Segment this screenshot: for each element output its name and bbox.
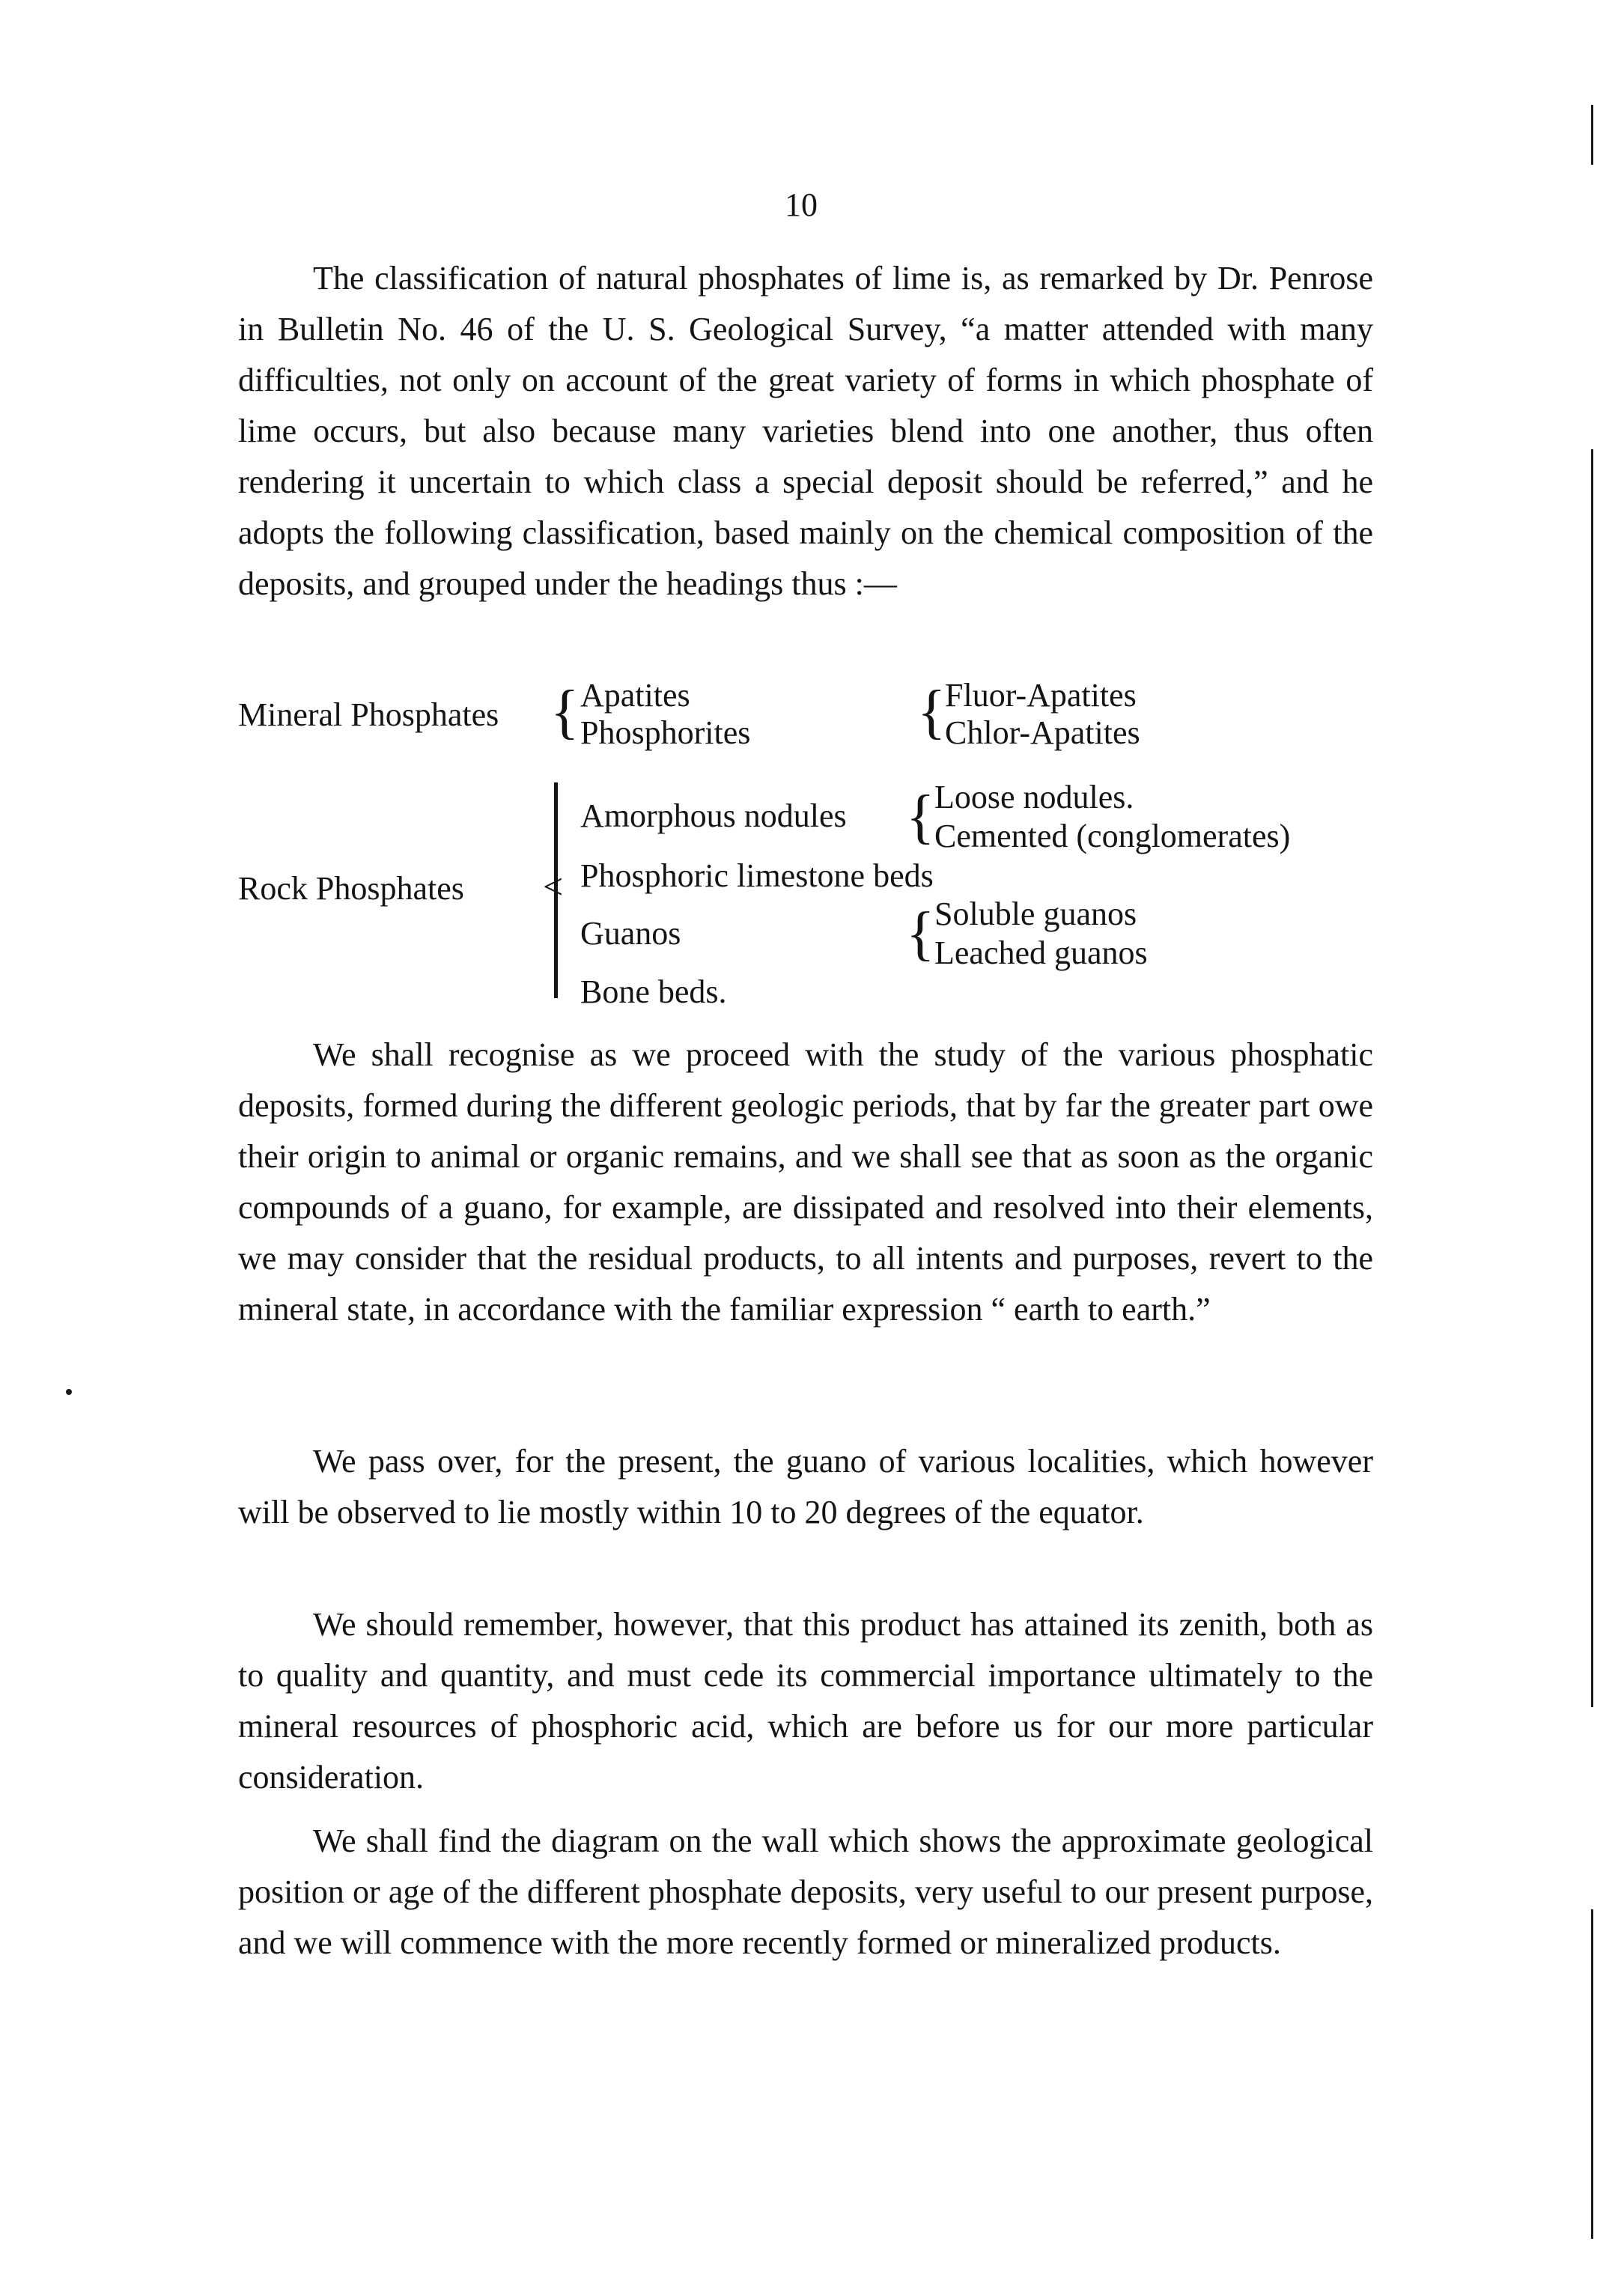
mineral-phosphates-label: Mineral Phosphates	[238, 696, 499, 733]
brace: <	[543, 867, 564, 907]
paragraph-diagram: We shall find the diagram on the wall which shows the approximate geological position or age of the different phosphate deposits, very useful to our present purpose, and we will commence with the more recently formed or mineralized products.	[238, 1822, 1373, 1961]
intro-paragraph: The classification of natural phosphates of lime is, as remarked by Dr. Penrose in Bulletin No. 46 of the U. S. Geological Survey, “a matter attended with many difficulties, not only on account of the great variety of forms in which phosphate of lime occurs, but also because many varieties blend into one another, thus often rendering it uncertain to which class a special deposit should be referred,” and he adopts the following classification, based mainly on the chemical composition of the deposits, and grouped under the headings thus :—	[238, 260, 1373, 602]
paragraph-guano-localities: We pass over, for the present, the guano of various localities, which however will be observed to lie mostly within 10 to 20 degrees of the equator.	[238, 1443, 1373, 1530]
page-number: 10	[785, 186, 818, 223]
paragraph-organic-origin: We shall recognise as we proceed with the study of the various phosphatic deposits, formed during the different geologic periods, that by far the greater part owe their origin to animal or organic remains, and we shall see that as soon as the organic compounds of a guano, for example, are dissipated and resolved into their elements, we may consider that the residual products, to all intents and purposes, revert to the mineral state, in accordance with the familiar expression “ earth to earth.”	[238, 1036, 1373, 1328]
brace: {	[906, 784, 935, 850]
rock-phosphates-label: Rock Phosphates	[238, 870, 464, 907]
scan-edge-line	[1591, 105, 1593, 165]
cemented-label: Cemented (conglomerates)	[934, 818, 1291, 854]
brace: {	[550, 679, 580, 745]
scan-edge-line	[1591, 449, 1593, 1707]
brace	[554, 782, 558, 998]
chlor-apatites-label: Chlor-Apatites	[945, 714, 1140, 751]
soluble-guanos-label: Soluble guanos	[934, 896, 1137, 932]
apatites-label: Apatites	[580, 677, 690, 714]
scan-edge-line	[1591, 1909, 1593, 2239]
paragraph-commercial-importance: We should remember, however, that this product has attained its zenith, both as to quality and quantity, and must cede its commercial importance ultimately to the mineral resources of phosphoric acid, which are before us for our more particular consideration.	[238, 1606, 1373, 1796]
brace: {	[906, 901, 935, 967]
phosphorites-label: Phosphorites	[580, 714, 751, 751]
loose-nodules-label: Loose nodules.	[934, 779, 1134, 815]
leached-guanos-label: Leached guanos	[934, 934, 1148, 971]
phosphoric-limestone-label: Phosphoric limestone beds	[580, 857, 934, 894]
guanos-label: Guanos	[580, 915, 681, 952]
amorphous-nodules-label: Amorphous nodules	[580, 797, 847, 834]
scan-speck	[66, 1389, 72, 1395]
bone-beds-label: Bone beds.	[580, 973, 727, 1010]
fluor-apatites-label: Fluor-Apatites	[945, 677, 1137, 714]
brace: {	[917, 679, 946, 745]
